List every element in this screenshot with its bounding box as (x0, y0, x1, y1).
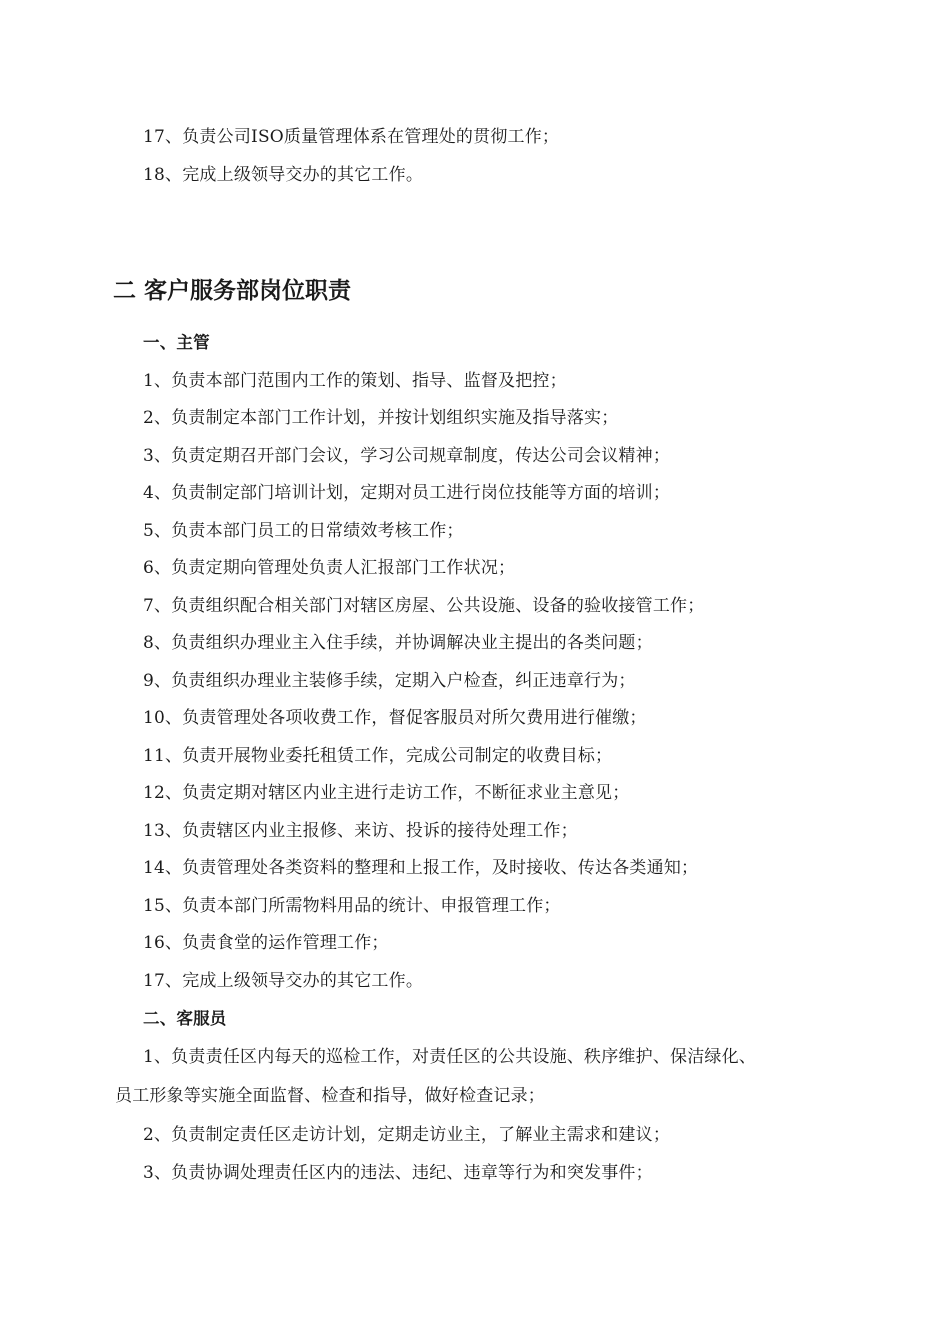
duty-item-continuation: 员工形象等实施全面监督、检查和指导，做好检查记录； (115, 1086, 545, 1106)
duty-item: 4、负责制定部门培训计划，定期对员工进行岗位技能等方面的培训； (143, 483, 671, 503)
duty-item: 3、负责定期召开部门会议，学习公司规章制度，传达公司会议精神； (143, 446, 671, 466)
duty-item: 12、负责定期对辖区内业主进行走访工作，不断征求业主意见； (143, 783, 630, 803)
duty-item: 8、负责组织办理业主入住手续，并协调解决业主提出的各类问题； (143, 633, 653, 653)
duty-item: 9、负责组织办理业主装修手续，定期入户检查，纠正违章行为； (143, 671, 636, 691)
duty-item: 17、完成上级领导交办的其它工作。 (143, 971, 424, 991)
duty-item: 2、负责制定责任区走访计划，定期走访业主，了解业主需求和建议； (143, 1125, 671, 1145)
subsection-heading-service-staff: 二、客服员 (143, 1009, 227, 1028)
duty-item: 6、负责定期向管理处负责人汇报部门工作状况； (143, 558, 516, 578)
duty-item: 5、负责本部门员工的日常绩效考核工作； (143, 521, 464, 541)
duty-item: 16、负责食堂的运作管理工作； (143, 933, 389, 953)
duty-item: 2、负责制定本部门工作计划，并按计划组织实施及指导落实； (143, 408, 619, 428)
subsection-heading-supervisor: 一、主管 (143, 333, 210, 352)
section-title: 二 客户服务部岗位职责 (113, 278, 352, 304)
duty-item: 13、负责辖区内业主报修、来访、投诉的接待处理工作； (143, 821, 578, 841)
duty-item: 10、负责管理处各项收费工作，督促客服员对所欠费用进行催缴； (143, 708, 647, 728)
duty-item: 3、负责协调处理责任区内的违法、违纪、违章等行为和突发事件； (143, 1163, 653, 1183)
duty-item: 1、负责责任区内每天的巡检工作，对责任区的公共设施、秩序维护、保洁绿化、 (143, 1047, 757, 1067)
duty-item: 7、负责组织配合相关部门对辖区房屋、公共设施、设备的验收接管工作； (143, 596, 705, 616)
duty-item: 14、负责管理处各类资料的整理和上报工作，及时接收、传达各类通知； (143, 858, 699, 878)
duty-item: 18、完成上级领导交办的其它工作。 (143, 165, 424, 185)
duty-item: 17、负责公司ISO质量管理体系在管理处的贯彻工作； (143, 127, 560, 147)
duty-item: 11、负责开展物业委托租赁工作，完成公司制定的收费目标； (143, 746, 613, 766)
duty-item: 1、负责本部门范围内工作的策划、指导、监督及把控； (143, 371, 567, 391)
duty-item: 15、负责本部门所需物料用品的统计、申报管理工作； (143, 896, 561, 916)
